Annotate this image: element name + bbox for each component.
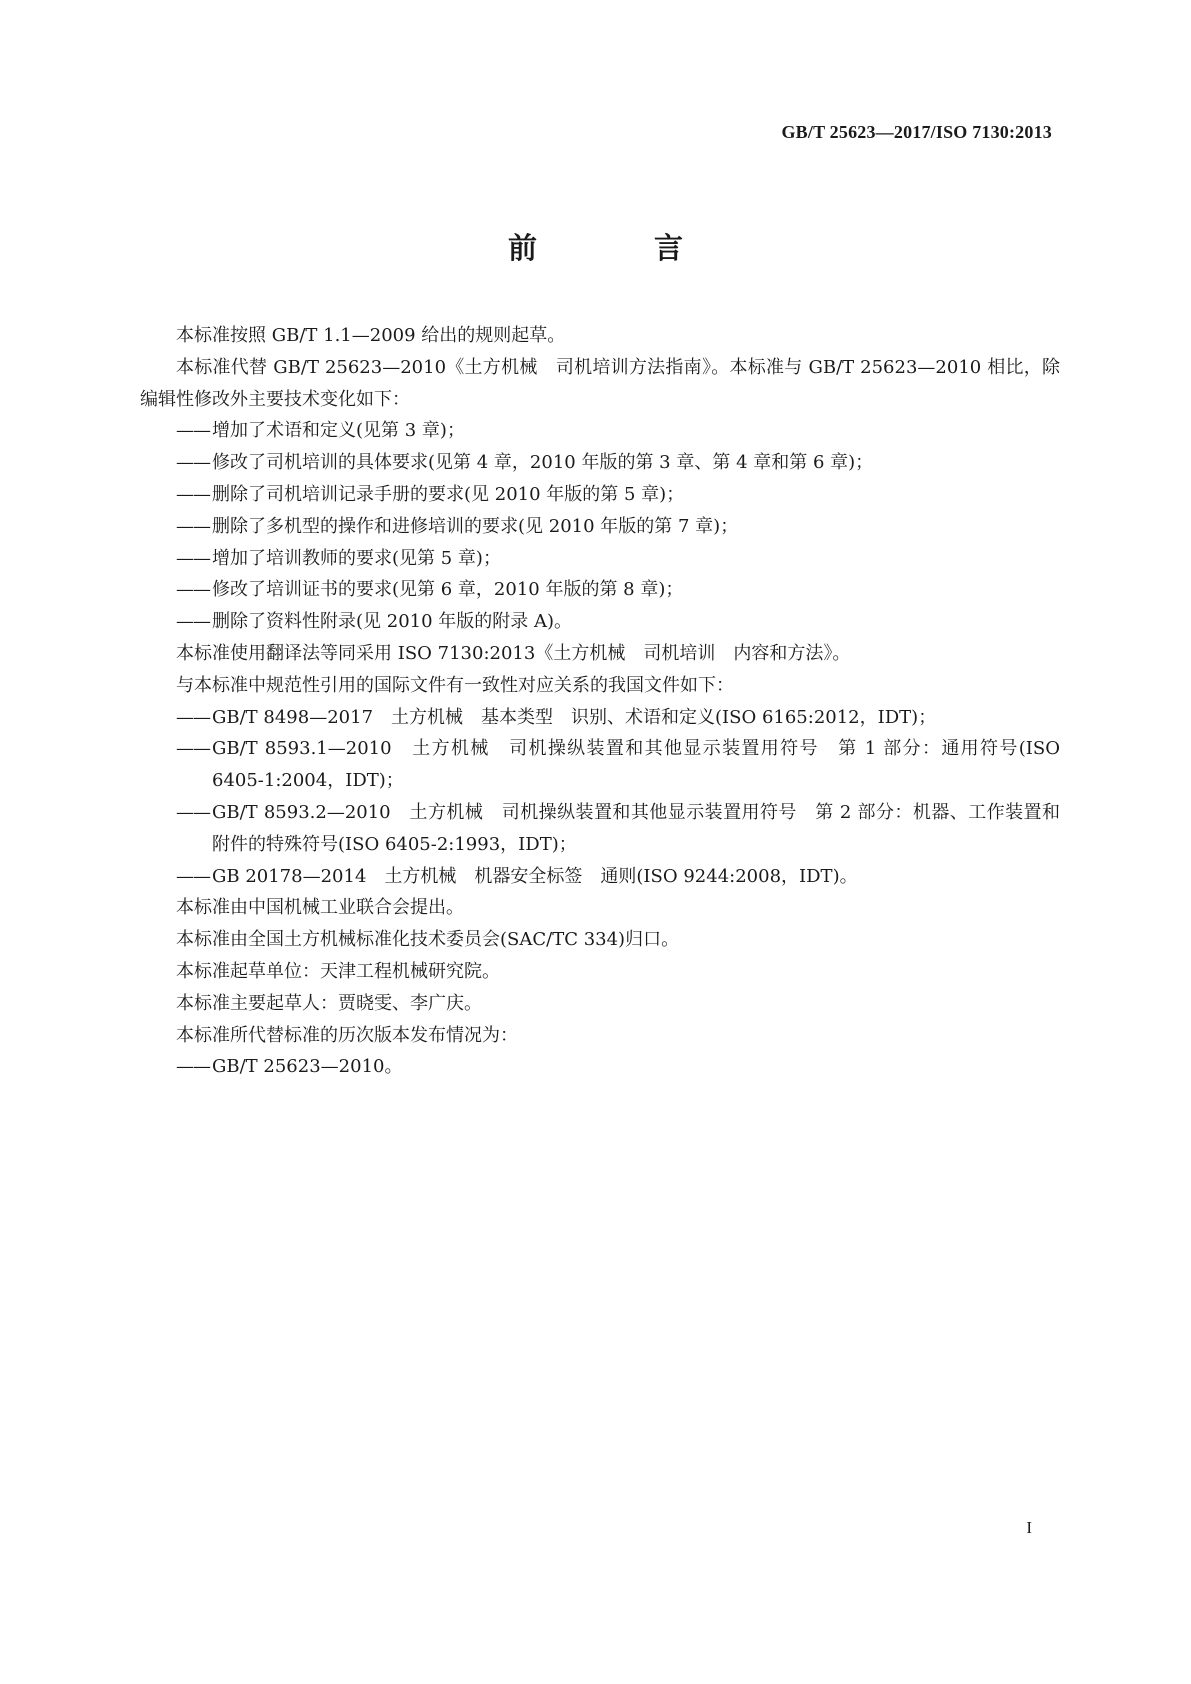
- dash-mark: ——: [176, 738, 210, 760]
- dash-mark: ——: [176, 547, 210, 569]
- paragraph-drafting-unit: 本标准起草单位：天津工程机械研究院。: [176, 960, 500, 982]
- reference-text: GB 20178—2014 土方机械 机器安全标签 通则(ISO 9244:2008，IDT)。: [212, 865, 858, 887]
- dash-mark: ——: [176, 611, 210, 633]
- paragraph-proposer: 本标准由中国机械工业联合会提出。: [176, 897, 464, 919]
- paragraph-drafting-rules: 本标准按照 GB/T 1.1—2009 给出的规则起草。: [176, 325, 566, 346]
- dash-mark: ——: [176, 1056, 210, 1078]
- dash-mark: ——: [176, 706, 210, 728]
- history-text: GB/T 25623—2010。: [212, 1056, 403, 1078]
- change-text: 增加了术语和定义(见第 3 章)；: [212, 420, 465, 442]
- change-text: 删除了多机型的操作和进修培训的要求(见 2010 年版的第 7 章)；: [212, 515, 739, 537]
- reference-text: GB/T 8593.1—2010 土方机械 司机操纵装置和其他显示装置用符号 第 1 部分：通用符号(ISO 6405-1:2004，IDT)；: [212, 738, 1060, 792]
- reference-text: GB/T 8498—2017 土方机械 基本类型 识别、术语和定义(ISO 6165:2012，IDT)；: [212, 706, 937, 728]
- list-item-reference: [140, 702, 1060, 734]
- page-number: I: [1026, 1518, 1032, 1537]
- dash-mark: ——: [176, 483, 210, 505]
- dash-mark: ——: [176, 865, 210, 887]
- dash-mark: ——: [176, 515, 210, 537]
- standard-code-header: GB/T 25623—2017/ISO 7130:2013: [781, 122, 1052, 142]
- dash-mark: ——: [176, 420, 210, 442]
- list-item-history: [140, 1051, 1060, 1083]
- change-text: 修改了培训证书的要求(见第 6 章，2010 年版的第 8 章)；: [212, 579, 684, 601]
- paragraph-replacement: 本标准代替 GB/T 25623—2010《土方机械 司机培训方法指南》。本标准与 GB/T 25623—2010 相比，除编辑性修改外主要技术变化如下：: [140, 356, 1060, 410]
- reference-text: GB/T 8593.2—2010 土方机械 司机操纵装置和其他显示装置用符号 第 2 部分：机器、工作装置和附件的特殊符号(ISO 6405-2:1993，IDT)；: [212, 801, 1060, 855]
- list-item-reference: [140, 733, 1060, 797]
- list-item-change: [140, 574, 1060, 606]
- paragraph-history-intro: 本标准所代替标准的历次版本发布情况为：: [176, 1024, 518, 1046]
- paragraph-adoption: 本标准使用翻译法等同采用 ISO 7130:2013《土方机械 司机培训 内容和方法》。: [176, 642, 851, 664]
- list-item-change: [140, 543, 1060, 575]
- list-item-change: [140, 447, 1060, 479]
- list-item-change: [140, 415, 1060, 447]
- list-item-change: [140, 606, 1060, 638]
- foreword-body: [140, 320, 1060, 1083]
- list-item-change: [140, 479, 1060, 511]
- change-text: 删除了司机培训记录手册的要求(见 2010 年版的第 5 章)；: [212, 483, 685, 505]
- paragraph-committee: 本标准由全国土方机械标准化技术委员会(SAC/TC 334)归口。: [176, 929, 680, 951]
- list-item-reference: [140, 861, 1060, 893]
- list-item-change: [140, 511, 1060, 543]
- paragraph-references-intro: 与本标准中规范性引用的国际文件有一致性对应关系的我国文件如下：: [176, 674, 734, 696]
- change-text: 增加了培训教师的要求(见第 5 章)；: [212, 547, 501, 569]
- dash-mark: ——: [176, 801, 210, 823]
- dash-mark: ——: [176, 579, 210, 601]
- paragraph-drafters: 本标准主要起草人：贾晓雯、李广庆。: [176, 992, 482, 1014]
- dash-mark: ——: [176, 452, 210, 474]
- list-item-reference: [140, 797, 1060, 861]
- change-text: 修改了司机培训的具体要求(见第 4 章，2010 年版的第 3 章、第 4 章和第 6 章)；: [212, 452, 874, 474]
- change-text: 删除了资料性附录(见 2010 年版的附录 A)。: [212, 611, 573, 633]
- page-title: 前 言: [507, 231, 727, 265]
